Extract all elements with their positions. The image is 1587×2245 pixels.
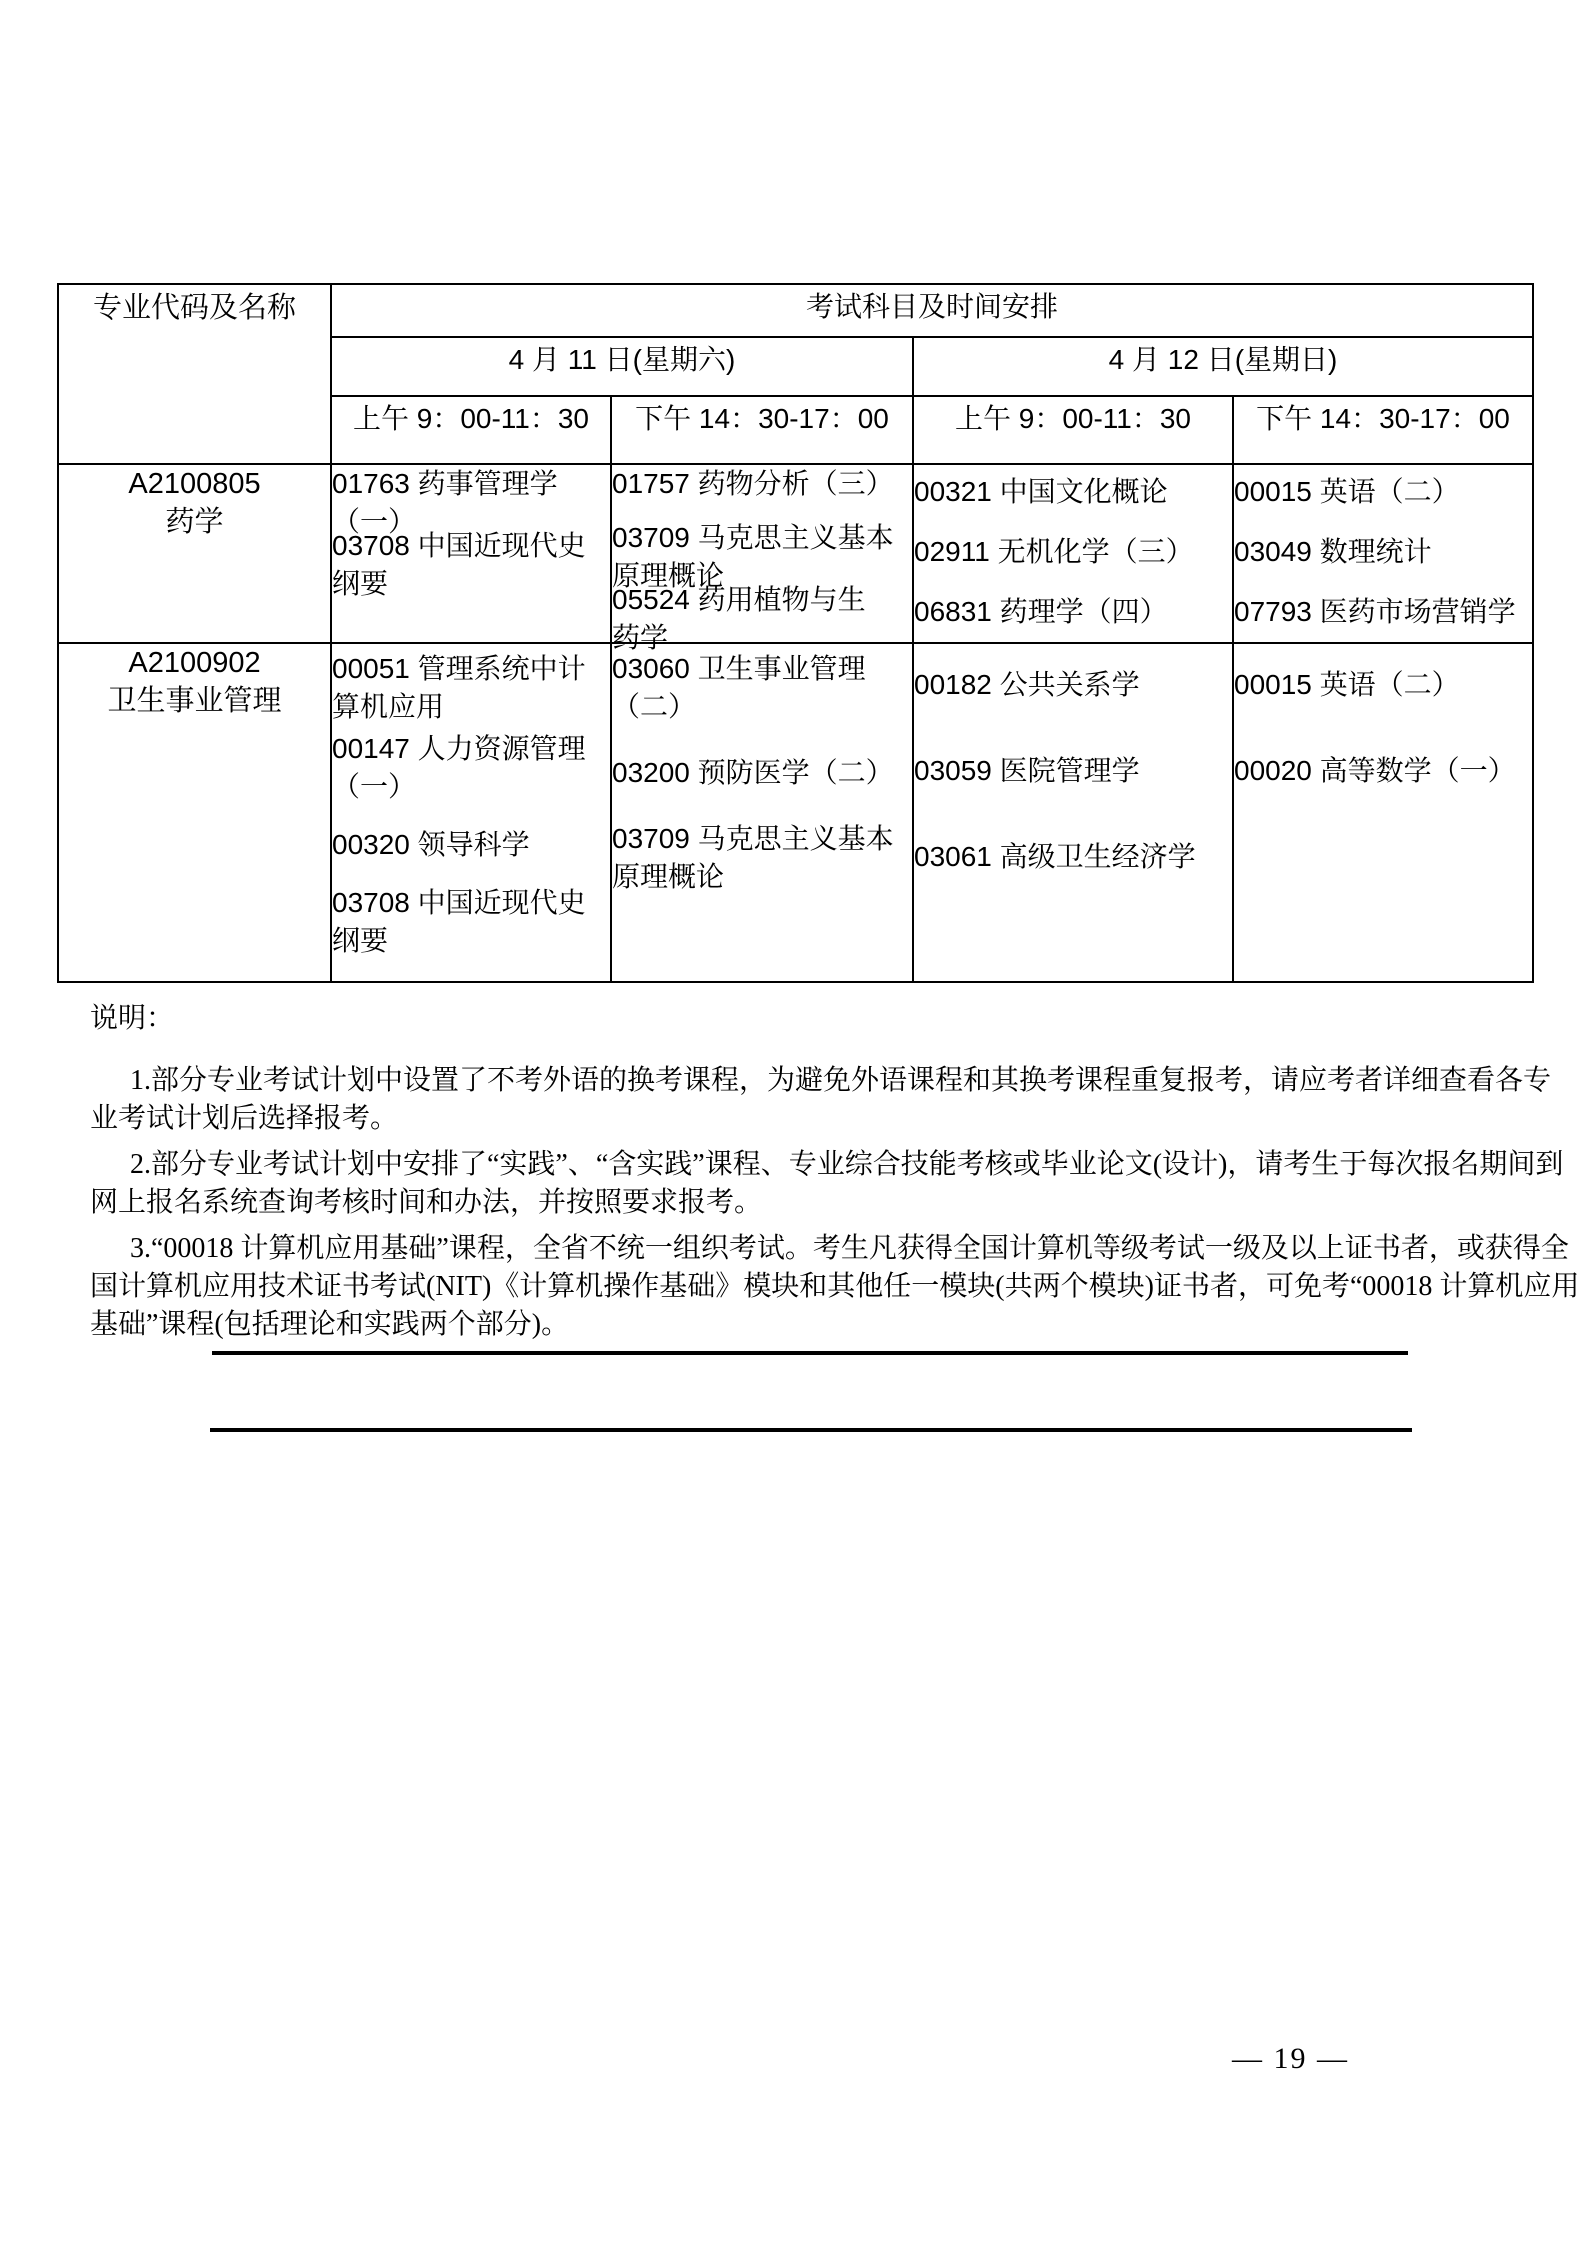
- course-line: 纲要: [332, 925, 389, 956]
- note-line: 网上报名系统查询考核时间和办法，并按照要求报考。: [90, 1187, 763, 1218]
- course-item: [914, 593, 1232, 631]
- course-line: 00321 中国文化概论: [914, 476, 1168, 507]
- exam-schedule-table: [57, 283, 1534, 983]
- course-line: 03709 马克思主义基本: [612, 522, 894, 553]
- page-number: — 19 —: [1232, 2042, 1349, 2075]
- course-item: [332, 527, 610, 599]
- course-line: 算机应用: [332, 691, 445, 722]
- schedule-cell: [331, 464, 611, 643]
- blank-underline-rule: [212, 1351, 1408, 1355]
- course-item: [612, 820, 912, 896]
- course-line: 05524 药用植物与生: [612, 584, 866, 615]
- note-paragraph: [90, 1230, 1580, 1344]
- note-line: 国计算机应用技术证书考试(NIT)《计算机操作基础》模块和其他任一模块(共两个模块)证书者，可免考“00018 计算机应用: [90, 1271, 1580, 1302]
- course-line: 00147 人力资源管理: [332, 733, 586, 764]
- schedule-cell: [611, 643, 913, 982]
- course-item: [332, 730, 610, 806]
- course-item: [1234, 593, 1532, 631]
- schedule-cell: [1233, 464, 1533, 643]
- major-code: A2100805: [128, 468, 261, 500]
- table-title-row: [58, 284, 1533, 337]
- schedule-cell: [1233, 643, 1533, 982]
- course-line: 03049 数理统计: [1234, 536, 1432, 567]
- course-item: [612, 650, 912, 726]
- course-line: 原理概论: [612, 861, 725, 892]
- major-label-cell: [58, 464, 331, 643]
- notes-section: [90, 1000, 1580, 1344]
- course-line: 00182 公共关系学: [914, 669, 1140, 700]
- course-line: （一）: [332, 771, 417, 802]
- time-slot-header: 上午 9：00-11：30: [913, 396, 1233, 464]
- course-item: [914, 838, 1232, 876]
- course-line: 03708 中国近现代史: [332, 887, 586, 918]
- course-line: 03200 预防医学（二）: [612, 757, 894, 788]
- note-line: 3.“00018 计算机应用基础”课程，全省不统一组织考试。考生凡获得全国计算机等级考试一级及以上证书者，或获得全: [130, 1233, 1569, 1264]
- course-line: 00320 领导科学: [332, 829, 530, 860]
- course-line: 00051 管理系统中计: [332, 653, 586, 684]
- course-item: [914, 533, 1232, 571]
- time-slot-header: 下午 14：30-17：00: [1233, 396, 1533, 464]
- major-code: A2100902: [128, 647, 261, 679]
- course-item: [612, 754, 912, 792]
- course-line: 00015 英语（二）: [1234, 669, 1460, 700]
- major-name: 卫生事业管理: [107, 685, 282, 717]
- course-item: [612, 581, 912, 653]
- course-line: 02911 无机化学（三）: [914, 536, 1194, 567]
- date-header-sun: 4 月 12 日(星期日): [913, 337, 1533, 396]
- major-label-cell: [58, 643, 331, 982]
- note-paragraph: [90, 1146, 1564, 1222]
- corner-header-cell: 专业代码及名称: [58, 284, 331, 464]
- course-line: 00015 英语（二）: [1234, 476, 1460, 507]
- course-line: 03061 高级卫生经济学: [914, 841, 1196, 872]
- table-title: 考试科目及时间安排: [331, 284, 1533, 337]
- course-line: 03060 卫生事业管理: [612, 653, 866, 684]
- course-line: 06831 药理学（四）: [914, 596, 1168, 627]
- course-line: 01757 药物分析（三）: [612, 468, 894, 499]
- course-line: 纲要: [332, 568, 389, 599]
- course-item: [612, 519, 912, 591]
- course-item: [332, 650, 610, 726]
- schedule-cell: [611, 464, 913, 653]
- course-item: [612, 465, 912, 503]
- date-header-sat: 4 月 11 日(星期六): [331, 337, 913, 396]
- notes-label: 说明：: [90, 1003, 175, 1034]
- blank-underline-rule: [210, 1428, 1412, 1432]
- course-item: [1234, 666, 1532, 704]
- course-item: [914, 666, 1232, 704]
- course-line: 01763 药事管理学: [332, 468, 558, 499]
- note-paragraph: [90, 1062, 1552, 1138]
- course-item: [332, 826, 610, 864]
- time-slot-header: 下午 14：30-17：00: [611, 396, 913, 464]
- schedule-cell: [913, 643, 1233, 982]
- table-row-health-mgmt: [58, 643, 1533, 982]
- course-line: 03059 医院管理学: [914, 755, 1140, 786]
- course-line: 00020 高等数学（一）: [1234, 755, 1516, 786]
- schedule-cell: [913, 464, 1233, 643]
- major-name: 药学: [165, 506, 224, 538]
- course-line: 07793 医药市场营销学: [1234, 596, 1516, 627]
- course-line: （一）: [332, 506, 417, 537]
- note-line: 基础”课程(包括理论和实践两个部分)。: [90, 1309, 570, 1340]
- course-line: 药学: [612, 622, 669, 653]
- table-row-pharmacy: [58, 464, 1533, 643]
- course-item: [1234, 533, 1532, 571]
- course-item: [914, 752, 1232, 790]
- course-item: [332, 884, 610, 960]
- note-line: 2.部分专业考试计划中安排了“实践”、“含实践”课程、专业综合技能考核或毕业论文(设计)，请考生于每次报名期间到: [130, 1149, 1564, 1180]
- course-item: [1234, 752, 1532, 790]
- course-line: 原理概论: [612, 560, 725, 591]
- course-item: [332, 465, 610, 537]
- course-item: [914, 473, 1232, 511]
- note-line: 业考试计划后选择报考。: [90, 1103, 399, 1134]
- note-line: 1.部分专业考试计划中设置了不考外语的换考课程，为避免外语课程和其换考课程重复报考，请应考者详细查看各专: [130, 1065, 1552, 1096]
- course-line: 03708 中国近现代史: [332, 530, 586, 561]
- time-slot-header: 上午 9：00-11：30: [331, 396, 611, 464]
- course-item: [1234, 473, 1532, 511]
- course-line: （二）: [612, 691, 697, 722]
- schedule-cell: [331, 643, 611, 982]
- course-line: 03709 马克思主义基本: [612, 823, 894, 854]
